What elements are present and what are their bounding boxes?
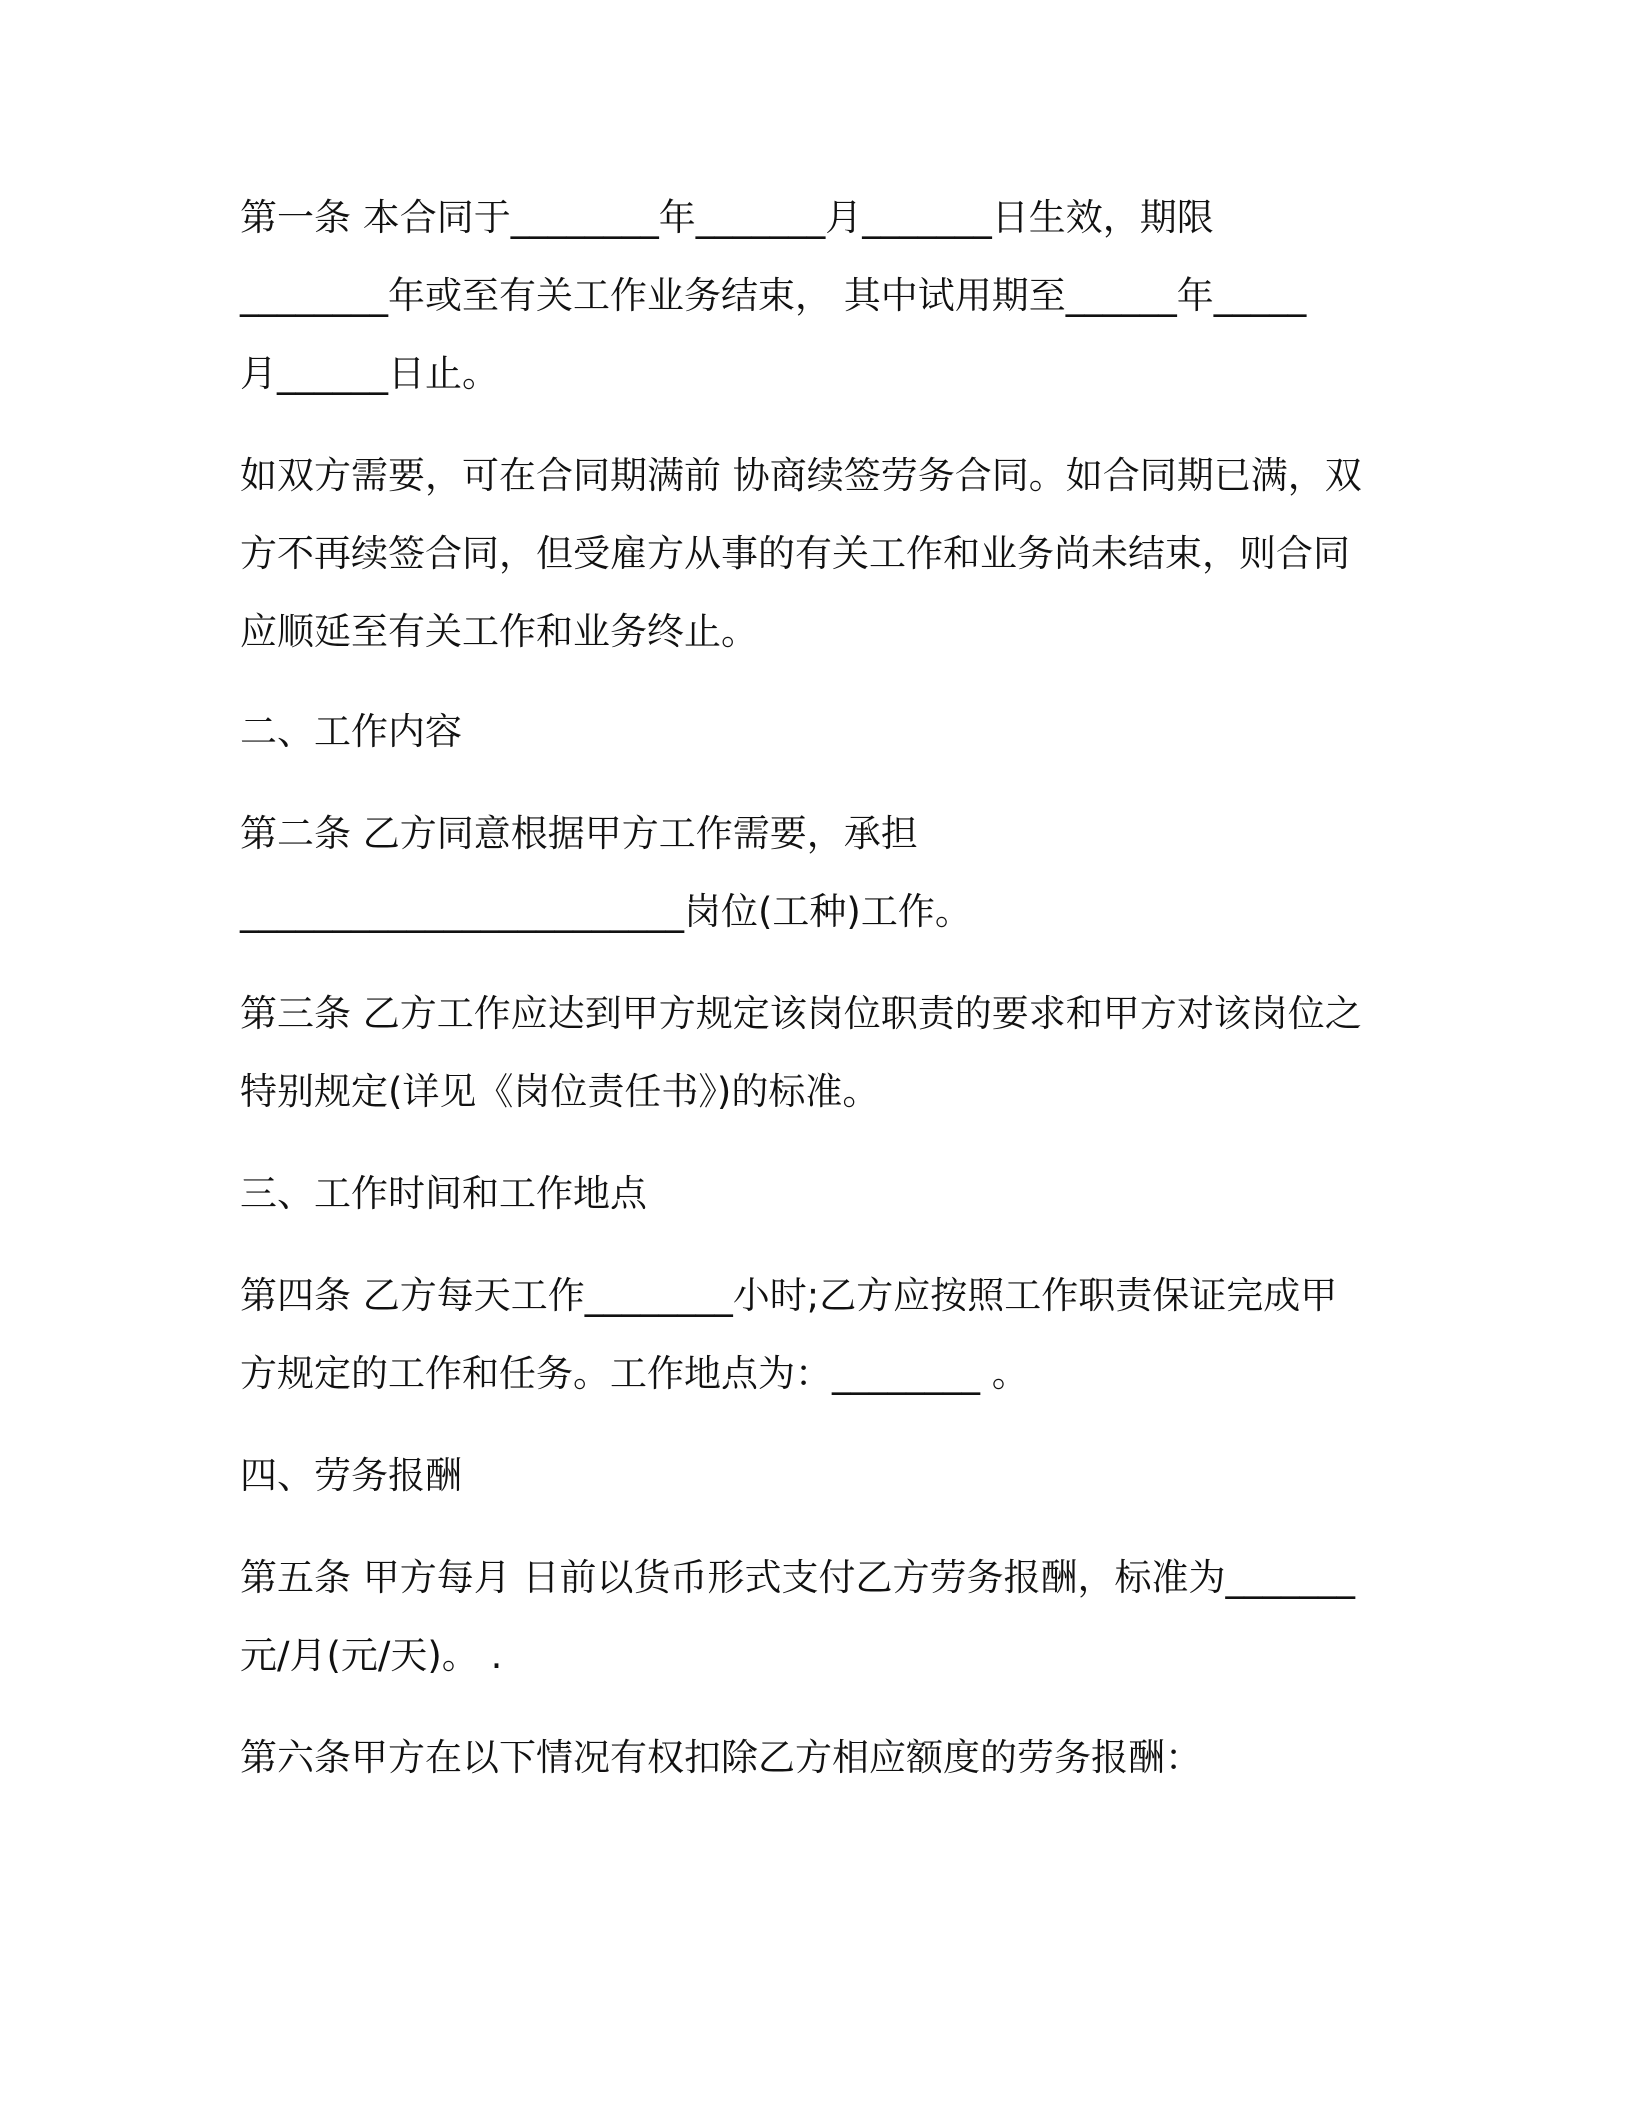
article-1-line-2: ________年或至有关工作业务结束， 其中试用期至______年_____ xyxy=(240,274,1307,317)
article-2-line-2: ________________________岗位(工种)工作。 xyxy=(240,890,972,933)
article-3-line-1: 第三条 乙方工作应达到甲方规定该岗位职责的要求和甲方对该岗位之 xyxy=(240,992,1362,1035)
article-1-line-3: 月______日止。 xyxy=(240,352,499,395)
article-2-line-1: 第二条 乙方同意根据甲方工作需要，承担 xyxy=(240,812,918,855)
article-1-line-1: 第一条 本合同于________年_______月_______日生效，期限 xyxy=(240,196,1214,239)
section-heading-work-time-place: 三、工作时间和工作地点 xyxy=(240,1172,647,1215)
article-3-line-2: 特别规定(详见《岗位责任书》)的标准。 xyxy=(240,1070,880,1113)
renewal-paragraph-line-2: 方不再续签合同，但受雇方从事的有关工作和业务尚未结束，则合同 xyxy=(240,532,1350,575)
article-5-line-2: 元/月(元/天)。 . xyxy=(240,1634,503,1677)
article-6-line-1: 第六条甲方在以下情况有权扣除乙方相应额度的劳务报酬： xyxy=(240,1736,1202,1779)
renewal-paragraph-line-3: 应顺延至有关工作和业务终止。 xyxy=(240,610,758,653)
renewal-paragraph-line-1: 如双方需要，可在合同期满前 协商续签劳务合同。如合同期已满，双 xyxy=(240,454,1362,497)
section-heading-work-content: 二、工作内容 xyxy=(240,710,462,753)
article-4-line-1: 第四条 乙方每天工作________小时;乙方应按照工作职责保证完成甲 xyxy=(240,1274,1338,1317)
article-5-line-1: 第五条 甲方每月 日前以货币形式支付乙方劳务报酬，标准为_______ xyxy=(240,1556,1356,1599)
section-heading-remuneration: 四、劳务报酬 xyxy=(240,1454,462,1497)
article-4-line-2: 方规定的工作和任务。工作地点为：________ 。 xyxy=(240,1352,1029,1395)
